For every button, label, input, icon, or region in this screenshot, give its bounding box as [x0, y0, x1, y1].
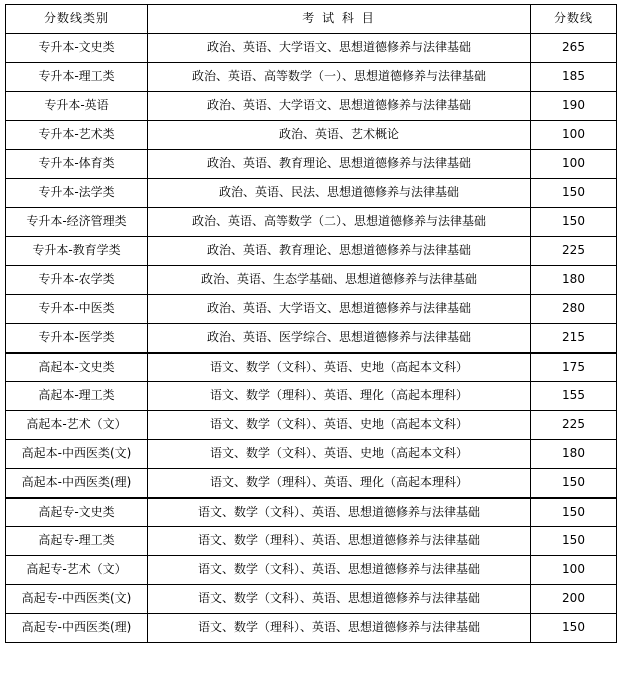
- table-row: [6, 614, 617, 643]
- cell-subjects: 语文、数学（理科）、英语、思想道德修养与法律基础: [148, 614, 531, 643]
- cell-subjects: 语文、数学（理科）、英语、思想道德修养与法律基础: [148, 527, 531, 556]
- table-row: [6, 34, 617, 63]
- cell-category: 专升本-农学类: [6, 266, 148, 295]
- table-row: [6, 440, 617, 469]
- cell-category: 高起本-理工类: [6, 382, 148, 411]
- cell-score: 225: [531, 411, 617, 440]
- cell-score: 185: [531, 63, 617, 92]
- header-row: [6, 5, 617, 34]
- cell-category: 专升本-教育学类: [6, 237, 148, 266]
- table-row: [6, 527, 617, 556]
- table-row: [6, 63, 617, 92]
- cell-score: 100: [531, 150, 617, 179]
- cell-subjects: 语文、数学（文科）、英语、史地（高起本文科）: [148, 411, 531, 440]
- cell-subjects: 语文、数学（文科）、英语、史地（高起本文科）: [148, 440, 531, 469]
- cell-category: 专升本-体育类: [6, 150, 148, 179]
- cell-subjects: 政治、英语、教育理论、思想道德修养与法律基础: [148, 237, 531, 266]
- cell-subjects: 语文、数学（文科）、英语、思想道德修养与法律基础: [148, 498, 531, 527]
- cell-category: 高起专-艺术（文）: [6, 556, 148, 585]
- cell-subjects: 政治、英语、医学综合、思想道德修养与法律基础: [148, 324, 531, 353]
- cell-subjects: 政治、英语、大学语文、思想道德修养与法律基础: [148, 295, 531, 324]
- table-row: [6, 266, 617, 295]
- cell-category: 高起专-理工类: [6, 527, 148, 556]
- cell-score: 100: [531, 121, 617, 150]
- table-row: [6, 353, 617, 382]
- cell-subjects: 语文、数学（理科）、英语、理化（高起本理科）: [148, 469, 531, 498]
- cell-score: 150: [531, 614, 617, 643]
- table-row: [6, 585, 617, 614]
- cell-category: 专升本-艺术类: [6, 121, 148, 150]
- cell-score: 180: [531, 440, 617, 469]
- table-row: [6, 150, 617, 179]
- cell-subjects: 语文、数学（理科）、英语、理化（高起本理科）: [148, 382, 531, 411]
- cell-subjects: 语文、数学（文科）、英语、史地（高起本文科）: [148, 353, 531, 382]
- cell-score: 100: [531, 556, 617, 585]
- cell-subjects: 政治、英语、大学语文、思想道德修养与法律基础: [148, 34, 531, 63]
- table-header: [6, 5, 617, 34]
- cell-score: 225: [531, 237, 617, 266]
- cell-category: 高起本-中西医类(理): [6, 469, 148, 498]
- cell-score: 200: [531, 585, 617, 614]
- cell-score: 280: [531, 295, 617, 324]
- table-row: [6, 295, 617, 324]
- cell-score: 150: [531, 179, 617, 208]
- table-row: [6, 179, 617, 208]
- cell-category: 专升本-文史类: [6, 34, 148, 63]
- cell-score: 215: [531, 324, 617, 353]
- table-body: [6, 34, 617, 643]
- cell-subjects: 语文、数学（文科）、英语、思想道德修养与法律基础: [148, 556, 531, 585]
- cell-score: 150: [531, 527, 617, 556]
- cell-subjects: 语文、数学（文科）、英语、思想道德修养与法律基础: [148, 585, 531, 614]
- cell-category: 高起专-中西医类(理): [6, 614, 148, 643]
- cell-category: 专升本-理工类: [6, 63, 148, 92]
- cell-score: 180: [531, 266, 617, 295]
- table-row: [6, 121, 617, 150]
- cell-score: 175: [531, 353, 617, 382]
- cell-category: 专升本-法学类: [6, 179, 148, 208]
- column-header-score: 分数线: [531, 5, 617, 34]
- table-row: [6, 382, 617, 411]
- cell-category: 专升本-中医类: [6, 295, 148, 324]
- column-header-subjects: 考 试 科 目: [148, 5, 531, 34]
- cell-category: 高起专-文史类: [6, 498, 148, 527]
- table-row: [6, 92, 617, 121]
- cell-category: 专升本-英语: [6, 92, 148, 121]
- cell-category: 高起本-文史类: [6, 353, 148, 382]
- cell-subjects: 政治、英语、教育理论、思想道德修养与法律基础: [148, 150, 531, 179]
- cell-score: 150: [531, 498, 617, 527]
- cell-subjects: 政治、英语、生态学基础、思想道德修养与法律基础: [148, 266, 531, 295]
- cell-score: 150: [531, 208, 617, 237]
- cell-category: 专升本-医学类: [6, 324, 148, 353]
- column-header-category: 分数线类别: [6, 5, 148, 34]
- cell-category: 高起专-中西医类(文): [6, 585, 148, 614]
- table-row: [6, 498, 617, 527]
- table-row: [6, 556, 617, 585]
- table-row: [6, 208, 617, 237]
- cell-category: 高起本-艺术（文）: [6, 411, 148, 440]
- table-row: [6, 237, 617, 266]
- cell-score: 155: [531, 382, 617, 411]
- cell-subjects: 政治、英语、艺术概论: [148, 121, 531, 150]
- cell-subjects: 政治、英语、民法、思想道德修养与法律基础: [148, 179, 531, 208]
- cell-category: 高起本-中西医类(文): [6, 440, 148, 469]
- table-row: [6, 411, 617, 440]
- table-row: [6, 324, 617, 353]
- cell-subjects: 政治、英语、大学语文、思想道德修养与法律基础: [148, 92, 531, 121]
- cell-subjects: 政治、英语、高等数学（一）、思想道德修养与法律基础: [148, 63, 531, 92]
- table-row: [6, 469, 617, 498]
- cell-subjects: 政治、英语、高等数学（二）、思想道德修养与法律基础: [148, 208, 531, 237]
- cell-score: 150: [531, 469, 617, 498]
- cell-score: 265: [531, 34, 617, 63]
- cell-score: 190: [531, 92, 617, 121]
- cell-category: 专升本-经济管理类: [6, 208, 148, 237]
- score-line-table: [5, 4, 617, 643]
